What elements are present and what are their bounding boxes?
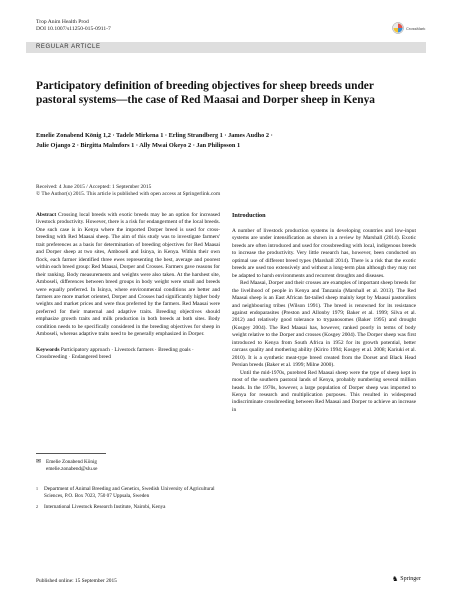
correspondence — [36, 459, 97, 472]
affiliation-text: Department of Animal Breeding and Genetics, Swedish University of Agricultural Sciences, P.O. Box 7023, 750 07 Uppsala, Sweden — [44, 486, 215, 499]
copyright-notice: © The Author(s) 2015. This article is published with open access at Springerlink.com — [36, 191, 221, 198]
intro-paragraph-1: A number of livestock production systems in developing countries and low-input systems are under intensification as shown in a review by Marshall (2014). Exotic breeds are often introduced and used for crossbreeding with local, indigenous breeds to increase the productivity. Very little research has, however, been conducted on optimal use of different breed types (Marshall 2014). There is a risk that the exotic breeds are used too extensively and without a long-term plan although they may not be adapted to harsh environments and recurrent droughts and diseases. — [232, 228, 416, 279]
affiliation-number: 1 — [36, 486, 38, 491]
intro-paragraph-2: Red Maasai, Dorper and their crosses are examples of important sheep breeds for the livelihood of people in Kenya and Tanzania (Marshall et al. 2013). The Red Maasai sheep is an East African fat-tailed sheep mainly kept by Maasai pastoralists and neighbouring tribes (Wilson 1991). The breed is renowned for its resistance against endoparasites (Preston and Allonby 1979; Baker et al. 1999; Silva et al. 2012) and relatively good tolerance to trypanosomes (Baker 1995) and drought (Kosgey 2004). The Red Maasai has, however, ranked poorly in terms of body weight relative to the Dorper and crosses (Kosgey 2004). The Dorper sheep was first introduced to Kenya from South Africa in 1952 for its growth potential, better carcass quality and mothering ability (Kiriro 1994; Kosgey et al. 2008; Kariuki et al. 2010). It is a synthetic meat-type breed created from the Dorset and Black Head Persian breeds (Baker et al. 1999; Milne 2000). — [232, 280, 416, 369]
footnote-divider — [36, 453, 106, 454]
intro-paragraph-3: Until the mid-1970s, purebred Red Maasai sheep were the type of sheep kept in most of the southern pastoral lands of Kenya, probably numbering several million heads. In the 1970s, however, a large population of Dorper sheep was imported to Kenya for research and multiplication purposes. This resulted in widespread indiscriminate crossbreeding between Red Maasai and Dorper to achieve an increase in — [232, 369, 416, 413]
affiliation-1 — [36, 486, 220, 499]
author-list — [36, 131, 416, 151]
received-accepted: Received: 4 June 2015 / Accepted: 1 September 2015 — [36, 184, 152, 190]
published-online: Published online: 15 September 2015 — [36, 578, 117, 584]
abstract-label: Abstract — [36, 212, 57, 218]
journal-header — [36, 19, 111, 33]
article-title: Participatory definition of breeding objectives for sheep breeds under pastoral systems—the case of Red Maasai and Dorper sheep in Kenya — [36, 80, 375, 106]
springer-horse-icon: ♞ — [392, 575, 399, 583]
keywords-text: Participatory approach · Livestock farmers · Breeding goals · Crossbreeding · Endangered breed — [36, 346, 194, 361]
section-heading-introduction: Introduction — [232, 212, 266, 219]
crossmark-label: CrossMark — [406, 25, 426, 31]
publisher-name: Springer — [400, 576, 421, 582]
affiliation-number: 2 — [36, 504, 38, 509]
correspondent-name: Emelie Zonabend König — [46, 459, 98, 465]
affiliation-text: International Livestock Research Institute, Nairobi, Kenya — [44, 504, 166, 510]
abstract-text: Crossing local breeds with exotic breeds may be an option for increased livestock productivity. However, there is a risk for endangerment of the local breeds. One such case is in Kenya where the imported Dorper breed is used for cross-breeding with Red Maasai sheep. The aim of this study was to investigate farmers' trait preferences as a basis for determination of breeding objectives for Red Maasai and Dorper sheep at two sites, Amboseli and Isinya, in Kenya. Within their own flock, each farmer identified three ewes representing the best, average and poorest within each breed group: Red Maasai, Dorper and Crosses. Farmers gave reasons for their ranking. Body measurements and weights were also taken. At the harshest site, Amboseli, differences between breed groups in body weight were small and breeds were equally preferred. In Isinya, where environmental conditions are better and farmers are more market oriented, Dorper and Crosses had significantly higher body weights and market prices and were thus preferred by the farmers. Red Maasai were preferred for their maternal and adaptive traits. Breeding objectives should emphasize growth traits and milk production in both breeds at both sites. Body condition needs to be specifically considered in the breeding objectives for sheep in Amboseli, whereas adaptive traits need to be generally emphasized in Dorper. — [36, 212, 220, 338]
envelope-icon: ✉ — [36, 459, 42, 465]
left-column — [36, 212, 220, 362]
doi[interactable]: DOI 10.1007/s11250-015-0911-7 — [36, 26, 111, 32]
journal-name: Trop Anim Health Prod — [36, 19, 89, 25]
article-dates — [36, 184, 220, 199]
publisher-logo — [392, 575, 421, 583]
authors-line-1[interactable]: Emelie Zonabend König 1,2 · Tadele Mirkena 1 · Erling Strandberg 1 · James Audho 2 · — [36, 132, 273, 139]
article-type: REGULAR ARTICLE — [36, 44, 101, 50]
abstract — [36, 212, 220, 339]
affiliation-2 — [36, 504, 220, 511]
correspondent-email[interactable]: emelie.zonabend@slu.se — [46, 465, 98, 472]
authors-line-2[interactable]: Julie Ojango 2 · Birgitta Malmfors 1 · Ally Mwai Okeyo 2 · Jan Philipsson 1 — [36, 142, 241, 149]
keywords — [36, 347, 220, 362]
right-column — [232, 212, 416, 414]
article-type-banner — [26, 42, 426, 53]
crossmark-icon — [392, 22, 404, 34]
crossmark-badge[interactable] — [392, 22, 425, 34]
keywords-label: Keywords — [36, 346, 60, 353]
